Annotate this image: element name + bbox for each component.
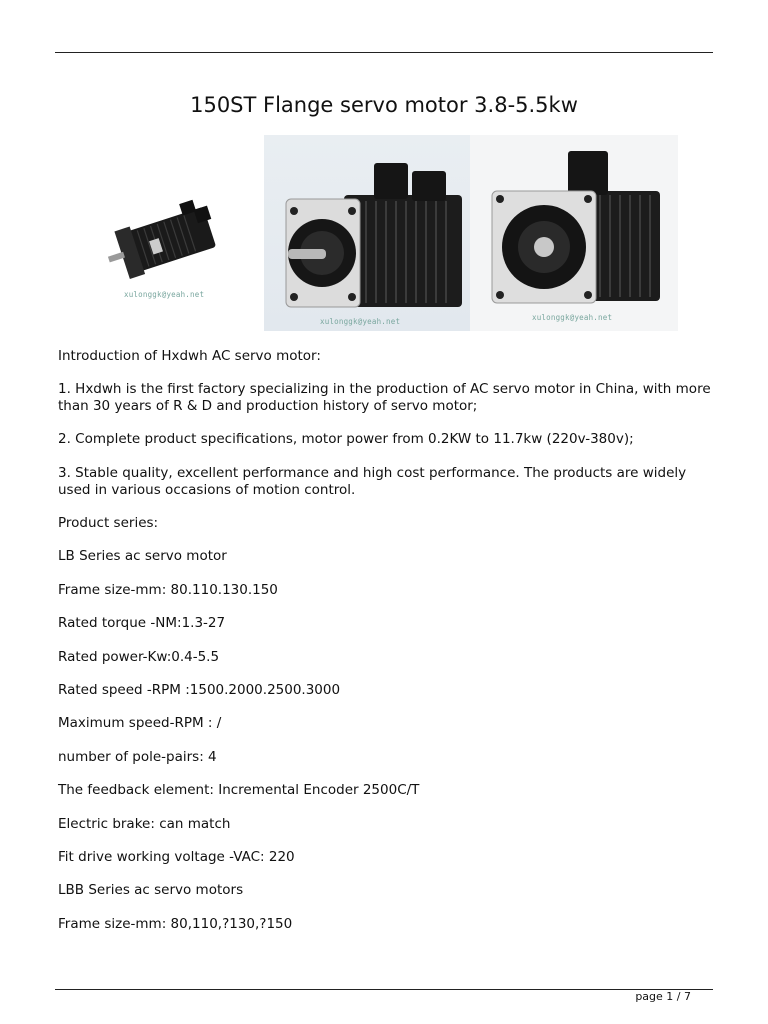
- motor-photo-small: [100, 180, 230, 300]
- motor-front-illustration: [470, 135, 678, 331]
- paragraph: Maximum speed-RPM : /: [58, 715, 222, 731]
- paragraph: LBB Series ac servo motors: [58, 882, 244, 898]
- paragraph: Rated speed -RPM :1500.2000.2500.3000: [58, 682, 341, 698]
- paragraph: Rated power-Kw:0.4-5.5: [58, 649, 220, 665]
- motor-small-illustration: [100, 180, 230, 300]
- motor-photo-angled: [264, 135, 470, 331]
- paragraph: 2. Complete product specifications, motor power from 0.2KW to 11.7kw (220v-380v);: [58, 431, 634, 447]
- paragraph: Frame size-mm: 80.110.130.150: [58, 582, 278, 598]
- document-title: 150ST Flange servo motor 3.8-5.5kw: [190, 93, 578, 117]
- paragraph: The feedback element: Incremental Encoder 2500C/T: [58, 782, 420, 798]
- watermark-text: xulonggk@yeah.net: [124, 290, 205, 299]
- motor-angled-illustration: [264, 135, 470, 331]
- paragraph: 1. Hxdwh is the first factory specializing in the production of AC servo motor in China, with more than 30 years of R & D and production history of servo motor;: [58, 381, 711, 414]
- paragraph: Product series:: [58, 515, 159, 531]
- paragraph: 3. Stable quality, excellent performance and high cost performance. The products are widely used in various occasions of motion control.: [58, 465, 687, 498]
- motor-photo-front: [470, 135, 678, 331]
- paragraph: Introduction of Hxdwh AC servo motor:: [58, 348, 321, 364]
- paragraph: Electric brake: can match: [58, 816, 231, 832]
- watermark-text: xulonggk@yeah.net: [532, 313, 613, 322]
- watermark-text: xulonggk@yeah.net: [320, 317, 401, 326]
- paragraph: LB Series ac servo motor: [58, 548, 227, 564]
- paragraph: Frame size-mm: 80,110,?130,?150: [58, 916, 293, 932]
- paragraph: Fit drive working voltage -VAC: 220: [58, 849, 295, 865]
- paragraph: Rated torque -NM:1.3-27: [58, 615, 226, 631]
- page-number: page 1 / 7: [635, 990, 691, 1003]
- footer-rule: [55, 989, 713, 990]
- paragraph: number of pole-pairs: 4: [58, 749, 217, 765]
- header-rule: [55, 52, 713, 53]
